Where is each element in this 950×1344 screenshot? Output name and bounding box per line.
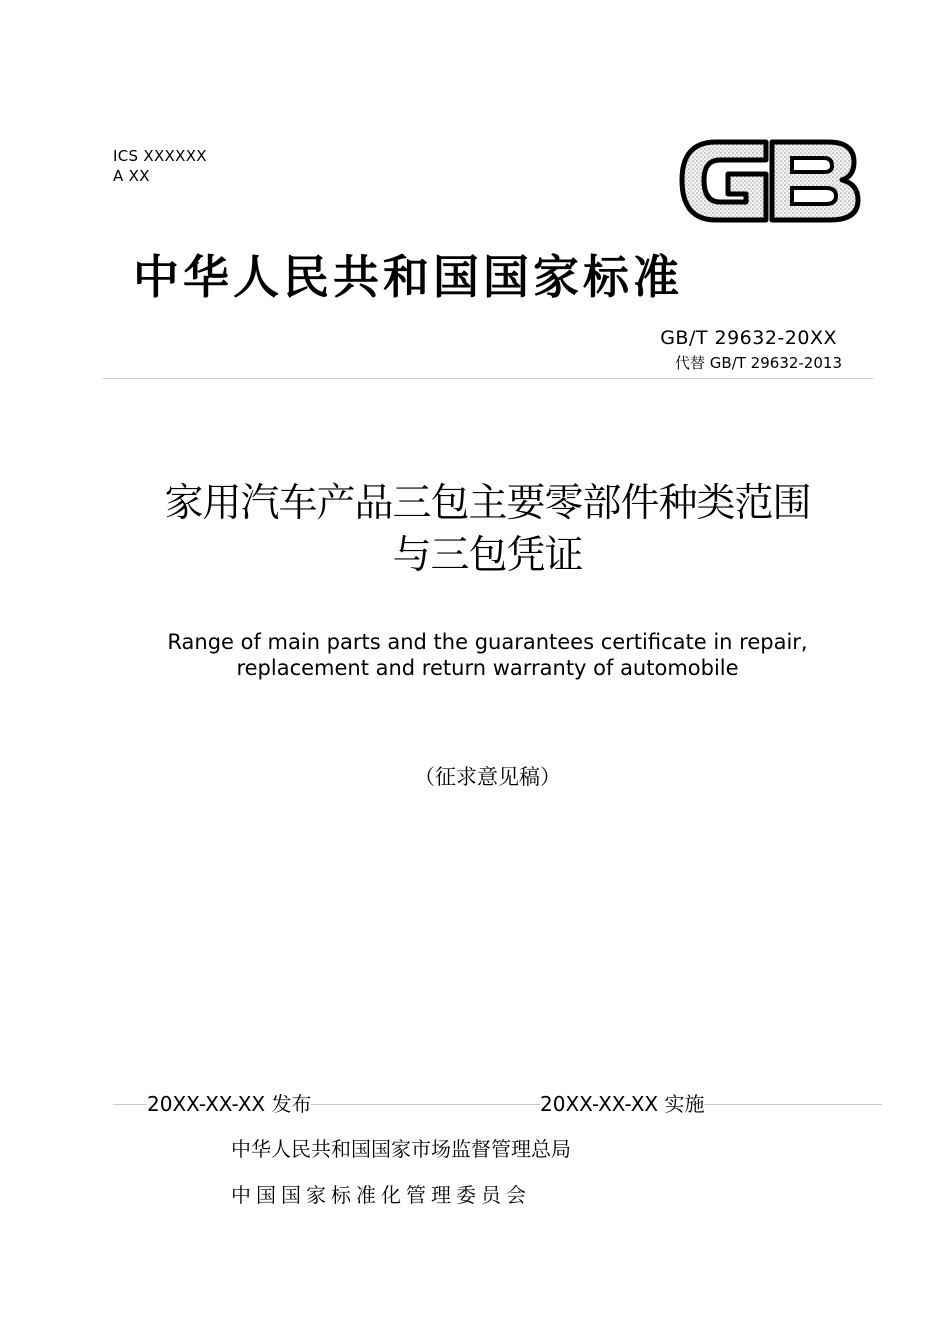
english-title-line-1: Range of main parts and the guarantees certificate in repair,: [167, 630, 808, 654]
replaces-standard: 代替 GB/T 29632-2013: [675, 354, 842, 372]
chinese-title-line-1: 家用汽车产品三包主要零部件种类范围: [164, 481, 811, 526]
chinese-title: [60, 478, 915, 582]
header-divider: [103, 378, 873, 379]
issuer-sac: 中国国家标准化管理委员会: [231, 1183, 531, 1207]
english-title-line-2: replacement and return warranty of automobile: [236, 656, 739, 680]
gb-logo-icon: [676, 132, 864, 228]
gb-logo-text: GB: [770, 191, 773, 193]
issuer-samr: 中华人民共和国国家市场监督管理总局: [231, 1137, 571, 1161]
gb-logo: [676, 132, 864, 228]
publish-date: 20XX-XX-XX 发布: [147, 1088, 311, 1117]
chinese-title-line-2: 与三包凭证: [392, 533, 583, 578]
ics-number: ICS XXXXXX: [113, 147, 207, 165]
implement-date: 20XX-XX-XX 实施: [540, 1088, 704, 1117]
english-title: [60, 629, 915, 681]
ccs-number: A XX: [113, 167, 150, 185]
national-standard-heading: 中华人民共和国国家标准: [133, 250, 683, 304]
ics-code-block: [113, 146, 207, 186]
draft-status: （征求意见稿）: [414, 765, 561, 789]
standard-number: GB/T 29632-20XX: [660, 327, 837, 349]
